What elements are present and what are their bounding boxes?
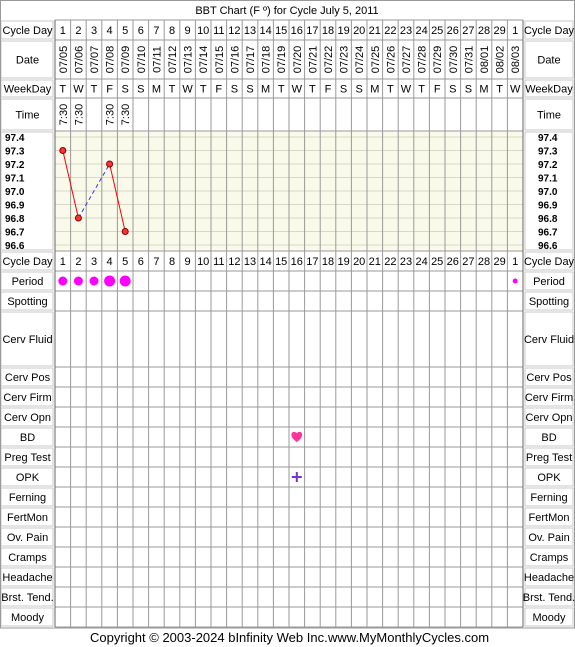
- row-label-preg-test: Preg Test: [4, 452, 51, 464]
- row-label-bd: BD: [19, 432, 36, 444]
- cycle-day-number: 24: [415, 256, 428, 268]
- period-dot: [74, 277, 83, 286]
- chart-title: BBT Chart (F º) for Cycle July 5, 2011: [195, 5, 379, 17]
- cycle-day-number: 28: [477, 25, 491, 37]
- date-label: 07/24: [354, 45, 367, 74]
- weekday-label: T: [59, 83, 67, 96]
- row-label-cerv-fluid: Cerv Fluid: [2, 334, 53, 346]
- weekday-label: T: [496, 83, 503, 96]
- row-label-bd-right: BD: [541, 432, 557, 444]
- temp-tick-label: 96.7: [5, 227, 25, 239]
- weekday-label: W: [291, 83, 302, 96]
- temp-point: [122, 229, 128, 235]
- date-label: 07/07: [89, 45, 101, 74]
- cycle-day-number: 27: [462, 25, 475, 37]
- cycle-day-number: 29: [493, 256, 506, 268]
- temp-tick-label: 97.0: [5, 187, 25, 198]
- temp-tick-label: 97.3: [5, 146, 25, 158]
- date-label: 07/30: [447, 45, 460, 74]
- temp-tick-label: 96.8: [5, 214, 25, 225]
- cycle-day-number: 10: [197, 25, 210, 37]
- row-label-time-right: Time: [536, 109, 562, 122]
- row-label-opk-right: OPK: [537, 472, 561, 484]
- period-dot: [104, 276, 115, 287]
- row-label-cerv-opn-right: Cerv Opn: [525, 412, 573, 424]
- cycle-day-number: 15: [275, 25, 288, 37]
- date-label: 07/15: [213, 45, 226, 74]
- period-dot: [120, 276, 131, 287]
- cycle-day-number: 12: [228, 25, 241, 37]
- row-label-moody-right: Moody: [532, 612, 566, 624]
- time-label: 7:30: [120, 103, 133, 126]
- cycle-day-number: 6: [137, 256, 144, 268]
- cycle-day-number: 13: [243, 256, 257, 268]
- row-label-cerv-fluid-right: Cerv Fluid: [523, 334, 575, 346]
- row-label-headache-right: Headache: [523, 572, 575, 584]
- weekday-label: S: [230, 83, 239, 96]
- date-label: 07/06: [73, 45, 86, 74]
- weekday-label: M: [370, 83, 380, 96]
- cycle-day-number: 5: [122, 25, 129, 37]
- period-dot: [90, 277, 99, 286]
- date-label: 07/08: [104, 45, 117, 74]
- weekday-label: W: [182, 83, 193, 96]
- temp-tick-label: 97.2: [5, 160, 25, 171]
- cycle-day-number: 23: [399, 256, 413, 268]
- cycle-day-number: 5: [122, 256, 129, 268]
- row-label-fertmon-right: FertMon: [528, 512, 570, 524]
- temp-tick-label-right: 97.3: [538, 146, 558, 158]
- date-label: 07/09: [120, 45, 133, 74]
- weekday-label: M: [261, 83, 271, 96]
- cycle-day-number: 17: [306, 256, 319, 268]
- weekday-label: S: [464, 83, 473, 96]
- temp-point: [107, 161, 113, 167]
- temp-tick-label: 96.9: [5, 200, 25, 212]
- cycle-day-number: 29: [493, 25, 506, 37]
- period-dot: [58, 277, 67, 286]
- date-label: 08/03: [510, 45, 523, 74]
- row-label-period: Period: [11, 276, 44, 288]
- row-label-time: Time: [15, 109, 40, 122]
- row-label-period-right: Period: [533, 276, 565, 288]
- weekday-label: S: [339, 83, 348, 96]
- row-label-ov-pain: Ov. Pain: [6, 532, 49, 544]
- temp-point: [75, 215, 81, 221]
- cycle-day-number: 1: [59, 25, 66, 37]
- weekday-label: F: [324, 83, 332, 96]
- row-label-ferning-right: Ferning: [530, 492, 568, 504]
- weekday-label: F: [215, 83, 223, 96]
- row-label-preg-test-right: Preg Test: [525, 452, 573, 464]
- cycle-day-number: 27: [462, 256, 475, 268]
- weekday-label: T: [309, 83, 316, 96]
- row-label-headache: Headache: [2, 572, 53, 584]
- date-label: 07/21: [307, 45, 320, 74]
- time-label: 7:30: [57, 103, 70, 126]
- footer-copyright: Copyright © 2003-2024 bInfinity Web Inc.: [90, 630, 328, 645]
- cycle-day-number: 2: [75, 256, 82, 268]
- temp-tick-label-right: 97.2: [538, 160, 558, 171]
- cycle-day-number: 3: [90, 256, 98, 268]
- weekday-label: M: [479, 83, 489, 96]
- weekday-label: T: [387, 83, 394, 96]
- time-label: 7:30: [73, 103, 86, 126]
- row-label-cycle-day: Cycle Day: [2, 256, 53, 268]
- cycle-day-number: 24: [415, 25, 428, 37]
- date-label: 07/12: [167, 45, 179, 74]
- weekday-label: S: [246, 83, 254, 96]
- cycle-day-number: 20: [353, 256, 366, 268]
- cycle-day-number: 9: [184, 256, 191, 268]
- cycle-day-number: 2: [75, 25, 82, 37]
- date-label: 07/10: [135, 45, 148, 74]
- cycle-day-number: 21: [368, 256, 381, 268]
- cycle-day-number: 23: [399, 25, 413, 37]
- date-label: 07/17: [245, 45, 257, 74]
- date-label: 07/31: [463, 45, 476, 74]
- cycle-day-number: 15: [275, 256, 288, 268]
- cycle-day-number: 18: [321, 256, 335, 268]
- date-label: 07/14: [198, 45, 211, 74]
- weekday-label: T: [168, 83, 176, 96]
- cycle-day-number: 26: [446, 256, 459, 268]
- cycle-day-number: 25: [431, 25, 444, 37]
- cycle-day-number: 10: [197, 256, 210, 268]
- row-label-spotting-right: Spotting: [528, 296, 570, 308]
- date-label: 07/18: [260, 45, 273, 74]
- time-label: 7:30: [104, 103, 117, 126]
- row-label-opk: OPK: [15, 472, 40, 484]
- cycle-day-number: 14: [259, 256, 272, 268]
- cycle-day-number: 4: [106, 25, 113, 37]
- row-label-weekday: WeekDay: [3, 83, 52, 96]
- row-label-cycle-day-right: Cycle Day: [523, 256, 575, 268]
- cycle-day-number: 1: [512, 25, 519, 37]
- row-label-moody: Moody: [10, 612, 45, 624]
- temp-tick-label-right: 97.0: [538, 187, 558, 198]
- row-label-cerv-firm: Cerv Firm: [3, 392, 52, 404]
- cycle-day-number: 1: [59, 256, 66, 268]
- cycle-day-number: 4: [106, 256, 113, 268]
- cycle-day-number: 18: [321, 25, 335, 37]
- cycle-day-number: 8: [168, 25, 176, 37]
- cycle-day-number: 19: [337, 25, 350, 37]
- row-label-cycle-day-right: Cycle Day: [523, 25, 575, 37]
- weekday-label: W: [73, 83, 84, 96]
- cycle-day-number: 3: [90, 25, 98, 37]
- row-label-fertmon: FertMon: [7, 512, 48, 524]
- footer-site: www.MyMonthlyCycles.com: [328, 630, 490, 645]
- weekday-label: T: [90, 83, 98, 96]
- cycle-day-number: 21: [368, 25, 381, 37]
- cycle-day-number: 16: [290, 25, 303, 37]
- period-dot: [513, 279, 518, 284]
- row-label-brst-tend: Brst. Tend.: [1, 592, 54, 604]
- date-label: 07/11: [151, 46, 164, 73]
- date-label: 07/22: [323, 45, 335, 74]
- temp-tick-label: 96.6: [5, 241, 25, 252]
- temp-tick-label-right: 97.4: [538, 133, 558, 144]
- date-label: 08/01: [479, 45, 491, 74]
- cycle-day-number: 13: [243, 25, 257, 37]
- date-label: 07/19: [276, 45, 289, 74]
- date-label: 07/05: [57, 45, 70, 74]
- date-label: 07/23: [338, 45, 351, 74]
- cycle-day-number: 16: [290, 256, 303, 268]
- row-label-ov-pain-right: Ov. Pain: [528, 532, 570, 544]
- cycle-day-number: 6: [137, 25, 144, 37]
- weekday-label: S: [121, 83, 129, 96]
- row-label-weekday-right: WeekDay: [525, 83, 573, 96]
- temp-tick-label-right: 96.6: [538, 241, 558, 252]
- row-label-ferning: Ferning: [8, 492, 47, 504]
- cycle-day-number: 11: [213, 25, 225, 37]
- cycle-day-number: 12: [228, 256, 241, 268]
- cycle-day-number: 14: [259, 25, 272, 37]
- row-label-cramps: Cramps: [8, 552, 47, 564]
- temp-tick-label: 97.1: [5, 173, 25, 185]
- row-label-date-right: Date: [537, 54, 561, 67]
- row-label-cerv-opn: Cerv Opn: [3, 412, 52, 424]
- date-label: 07/20: [291, 45, 304, 74]
- temp-tick-label-right: 96.9: [538, 200, 558, 212]
- cycle-day-number: 1: [512, 256, 519, 268]
- cycle-day-number: 22: [384, 25, 397, 37]
- cycle-day-number: 17: [306, 25, 319, 37]
- row-label-cramps-right: Cramps: [529, 552, 569, 564]
- row-label-brst-tend-right: Brst. Tend.: [522, 592, 575, 604]
- row-label-cerv-pos-right: Cerv Pos: [526, 372, 572, 384]
- weekday-label: W: [400, 83, 412, 96]
- weekday-label: M: [151, 83, 161, 96]
- weekday-label: S: [449, 83, 457, 96]
- date-label: 07/26: [385, 45, 398, 74]
- row-label-spotting: Spotting: [7, 296, 48, 308]
- row-label-cerv-firm-right: Cerv Firm: [524, 392, 574, 404]
- row-label-cycle-day: Cycle Day: [2, 25, 53, 37]
- cycle-day-number: 7: [153, 256, 160, 268]
- date-label: 07/29: [432, 45, 445, 74]
- weekday-label: W: [510, 83, 521, 96]
- weekday-label: F: [106, 83, 113, 96]
- cycle-day-number: 8: [168, 256, 176, 268]
- cycle-day-number: 20: [353, 25, 366, 37]
- cycle-day-number: 9: [184, 25, 191, 37]
- weekday-label: T: [277, 83, 285, 96]
- date-label: 07/16: [229, 45, 242, 74]
- date-label: 08/02: [494, 45, 507, 74]
- date-label: 07/28: [416, 45, 429, 74]
- row-label-date: Date: [15, 54, 40, 67]
- date-label: 07/13: [182, 45, 195, 74]
- temp-tick-label-right: 97.1: [538, 173, 558, 185]
- weekday-label: T: [418, 83, 425, 96]
- temp-tick-label: 97.4: [5, 133, 25, 144]
- cycle-day-number: 19: [337, 256, 350, 268]
- date-label: 07/27: [401, 45, 413, 74]
- weekday-label: S: [137, 83, 145, 96]
- weekday-label: T: [199, 83, 207, 96]
- date-label: 07/25: [369, 45, 382, 74]
- cycle-day-number: 26: [446, 25, 459, 37]
- temp-point: [60, 148, 66, 154]
- weekday-label: S: [355, 83, 363, 96]
- temp-tick-label-right: 96.7: [538, 227, 558, 239]
- row-label-cerv-pos: Cerv Pos: [4, 372, 51, 384]
- cycle-day-number: 7: [153, 25, 160, 37]
- cycle-day-number: 25: [431, 256, 444, 268]
- cycle-day-number: 11: [213, 256, 225, 268]
- weekday-label: F: [433, 83, 441, 96]
- cycle-day-number: 28: [477, 256, 491, 268]
- cycle-day-number: 22: [384, 256, 397, 268]
- temp-tick-label-right: 96.8: [538, 214, 558, 225]
